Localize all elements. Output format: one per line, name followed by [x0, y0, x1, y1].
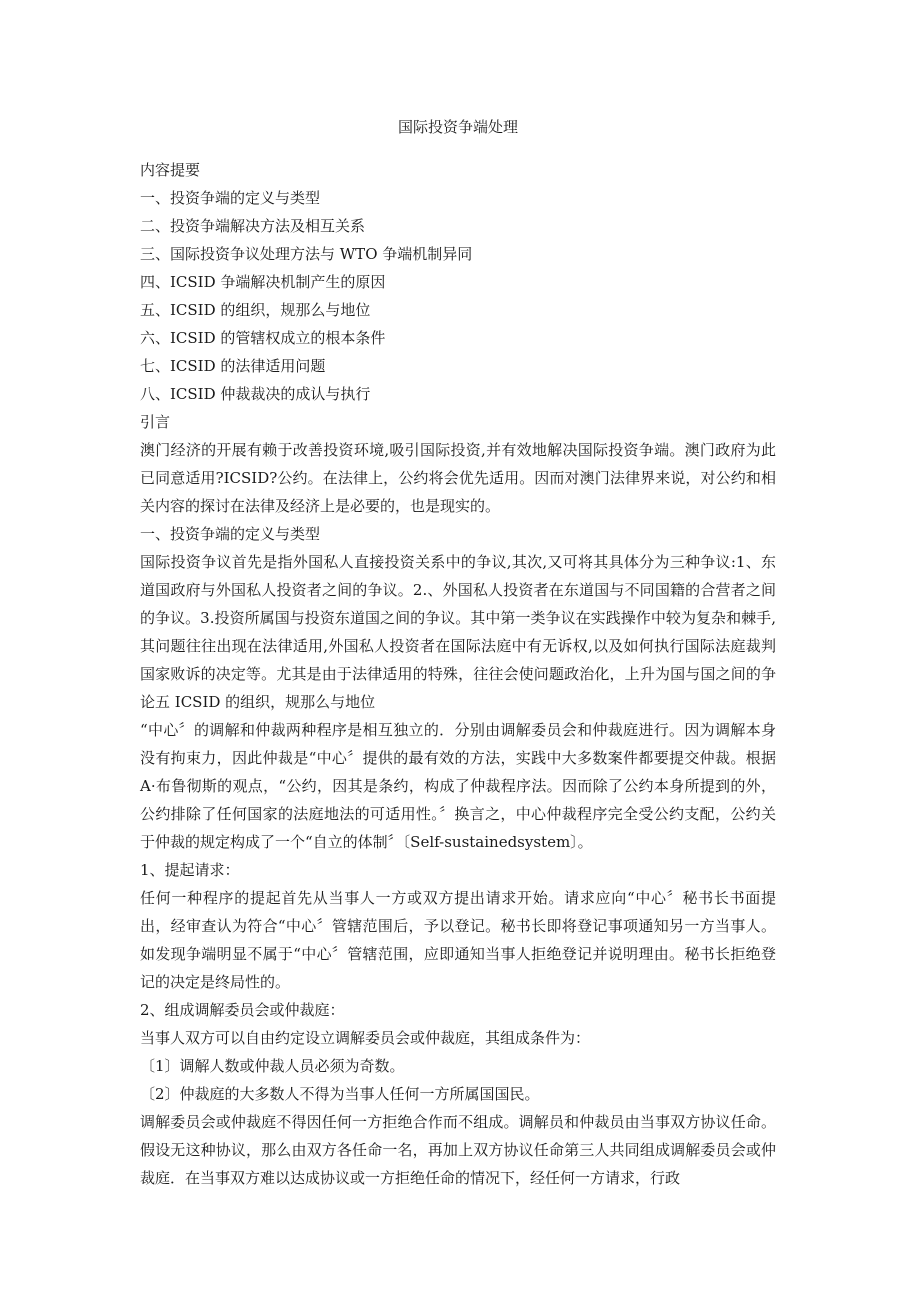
step1-heading: 1、提起请求： [140, 861, 240, 879]
step2-condition: 〔1〕调解人数或仲裁人员必须为奇数。 [140, 1057, 405, 1075]
section1-paragraph: 国际投资争议首先是指外国私人直接投资关系中的争议,其次,又可将其具体分为三种争议:1、东道国政府与外国私人投资者之间的争议。2.、外国私人投资者在东道国与不同国籍的合营者之间的争议。3.投资所属国与投资东道国之间的争议。其中第一类争议在实践操作中较为复杂和棘手,其问题往往出现在法律适用,外国私人投资者在国际法庭中有无诉权,以及如何执行国际法庭裁判国家败诉的决定等。尤其是由于法律适用的特殊，往往会使问题政治化，上升为国与国之间的争论五 ICSID 的组织，规那么与地位 [140, 553, 776, 711]
section5-paragraph: “中心〞的调解和仲裁两种程序是相互独立的．分别由调解委员会和仲裁庭进行。因为调解本身没有拘束力，因此仲裁是“中心〞提供的最有效的方法，实践中大多数案件都要提交仲裁。根据 A·布鲁彻斯的观点，“公约，因其是条约，构成了仲裁程序法。因而除了公约本身所提到的外，公约排除了任何国家的法庭地法的可适用性。〞换言之，中心仲裁程序完全受公约支配，公约关于仲裁的规定构成了一个“自立的体制〞〔Self-sustainedsystem〕。 [140, 721, 776, 851]
step2-condition: 〔2〕仲裁庭的大多数人不得为当事人任何一方所属国国民。 [140, 1085, 540, 1103]
toc-item: 五、ICSID 的组织，规那么与地位 [140, 301, 371, 319]
document-page [140, 112, 776, 1192]
toc-item: 三、国际投资争议处理方法与 WTO 争端机制异同 [140, 245, 473, 263]
intro-heading: 引言 [140, 413, 171, 431]
toc-item: 四、ICSID 争端解决机制产生的原因 [140, 273, 386, 291]
toc-heading: 内容提要 [140, 161, 201, 179]
toc-item: 六、ICSID 的管辖权成立的根本条件 [140, 329, 386, 347]
step2-heading: 2、组成调解委员会或仲裁庭： [140, 1001, 345, 1019]
toc-item: 八、ICSID 仲裁裁决的成认与执行 [140, 385, 371, 403]
section1-heading: 一、投资争端的定义与类型 [140, 525, 321, 543]
intro-paragraph: 澳门经济的开展有赖于改善投资环境,吸引国际投资,并有效地解决国际投资争端。澳门政府为此已同意适用?ICSID?公约。在法律上，公约将会优先适用。因而对澳门法律界来说，对公约和相关内容的探讨在法律及经济上是必要的，也是现实的。 [140, 441, 776, 515]
step2-intro: 当事人双方可以自由约定设立调解委员会或仲裁庭，其组成条件为： [140, 1029, 591, 1047]
step2-paragraph: 调解委员会或仲裁庭不得因任何一方拒绝合作而不组成。调解员和仲裁员由当事双方协议任命。假设无这种协议，那么由双方各任命一名，再加上双方协议任命第三人共同组成调解委员会或仲裁庭．在当事双方难以达成协议或一方拒绝任命的情况下，经任何一方请求，行政 [140, 1113, 776, 1187]
toc-item: 七、ICSID 的法律适用问题 [140, 357, 326, 375]
toc-item: 一、投资争端的定义与类型 [140, 189, 321, 207]
step1-paragraph: 任何一种程序的提起首先从当事人一方或双方提出请求开始。请求应向“中心〞秘书长书面提出，经审查认为符合“中心〞管辖范围后，予以登记。秘书长即将登记事项通知另一方当事人。如发现争端明显不属于“中心〞管辖范围，应即通知当事人拒绝登记并说明理由。秘书长拒绝登记的决定是终局性的。 [140, 889, 776, 991]
document-title: 国际投资争端处理 [397, 118, 518, 136]
toc-item: 二、投资争端解决方法及相互关系 [140, 217, 366, 235]
